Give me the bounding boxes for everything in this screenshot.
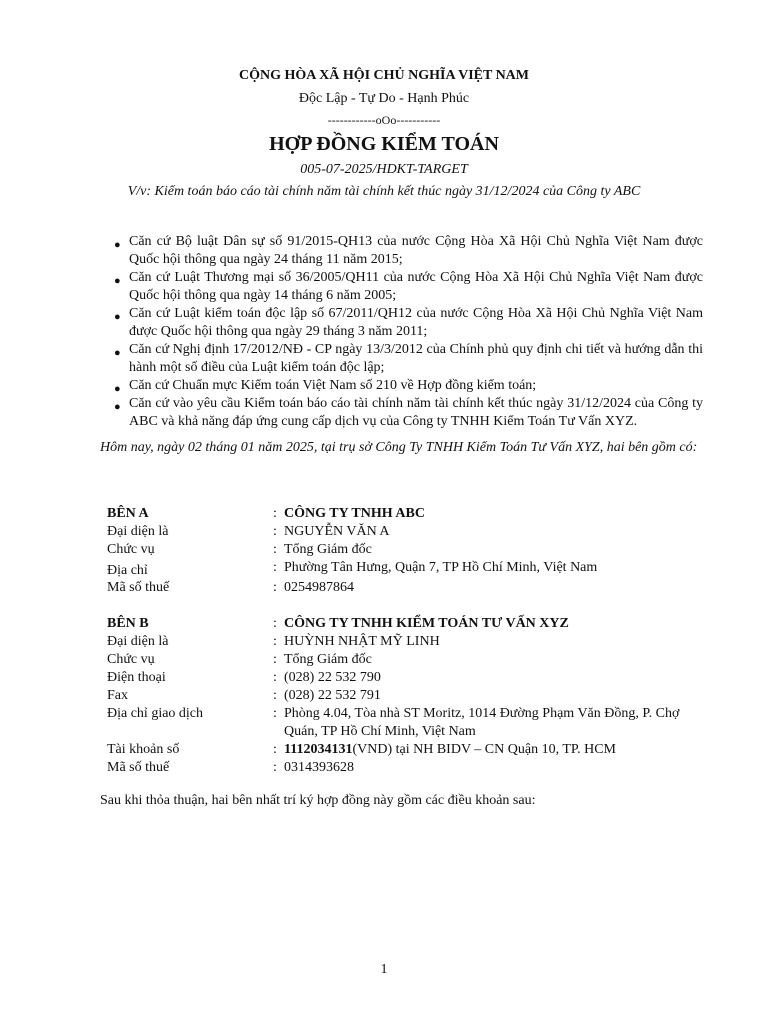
- party-b-fax: (028) 22 532 791: [284, 688, 381, 703]
- party-b-name: CÔNG TY TNHH KIỂM TOÁN TƯ VẤN XYZ: [284, 616, 569, 631]
- colon: :: [273, 688, 277, 703]
- party-a-name-row: [107, 505, 707, 523]
- bullet-icon: ●: [114, 275, 121, 287]
- bullet-icon: ●: [114, 347, 121, 359]
- legal-basis-text: Căn cứ Bộ luật Dân sự số 91/2015-QH13 của nước Cộng Hòa Xã Hội Chủ Nghĩa Việt Nam được Quốc hội thông qua ngày 24 tháng 11 năm 2015;: [129, 234, 703, 267]
- party-a-block: [107, 505, 707, 597]
- contract-subject: V/v: Kiểm toán báo cáo tài chính năm tài chính kết thúc ngày 31/12/2024 của Công ty ABC: [127, 184, 641, 199]
- party-b-phone-row: [107, 669, 707, 687]
- intro-paragraph: Hôm nay, ngày 02 tháng 01 năm 2025, tại trụ sở Công Ty TNHH Kiểm Toán Tư Vấn XYZ, hai bên gồm có:: [100, 440, 698, 455]
- colon: :: [273, 616, 277, 631]
- party-b-phone: (028) 22 532 790: [284, 670, 381, 685]
- party-a-position-row: [107, 541, 707, 559]
- legal-basis-text: Căn cứ Chuẩn mực Kiểm toán Việt Nam số 210 về Hợp đồng kiểm toán;: [129, 378, 537, 393]
- address-label: Địa chỉ: [107, 563, 148, 578]
- list-item: [107, 305, 703, 341]
- legal-basis-text: Căn cứ Nghị định 17/2012/NĐ - CP ngày 13/3/2012 của Chính phủ quy định chi tiết và hướng dẫn thi hành một số điều của Luật kiểm toán độc lập;: [129, 342, 703, 375]
- legal-basis-text: Căn cứ Luật kiểm toán độc lập số 67/2011/QH12 của nước Cộng Hòa Xã Hội Chủ Nghĩa Việt Nam được Quốc hội thông qua ngày 29 tháng 3 năm 2011;: [129, 306, 703, 339]
- rep-label: Đại diện là: [107, 634, 169, 649]
- position-label: Chức vụ: [107, 542, 155, 557]
- party-b-address: Phòng 4.04, Tòa nhà ST Moritz, 1014 Đường Phạm Văn Đồng, P. Chợ Quán, TP Hồ Chí Minh, Việt Nam: [284, 706, 680, 739]
- colon: :: [273, 670, 277, 685]
- colon: :: [273, 652, 277, 667]
- party-b-position: Tổng Giám đốc: [284, 652, 372, 667]
- colon: :: [273, 742, 277, 757]
- account-number: 1112034131: [284, 742, 353, 757]
- colon: :: [273, 524, 277, 539]
- party-a-rep-row: [107, 523, 707, 541]
- account-label: Tài khoản số: [107, 742, 180, 757]
- party-a-address-row: [107, 559, 707, 579]
- colon: :: [273, 760, 277, 775]
- colon: :: [273, 706, 277, 721]
- party-a-address: Phường Tân Hưng, Quận 7, TP Hồ Chí Minh, Việt Nam: [284, 560, 598, 575]
- address-label: Địa chỉ giao dịch: [107, 706, 204, 721]
- party-a-name: CÔNG TY TNHH ABC: [284, 506, 425, 521]
- bullet-icon: ●: [114, 239, 121, 251]
- party-b-rep: HUỲNH NHẬT MỸ LINH: [284, 634, 440, 649]
- party-b-account: [284, 741, 702, 759]
- list-item: [107, 269, 703, 305]
- legal-basis-text: Căn cứ Luật Thương mại số 36/2005/QH11 của nước Cộng Hòa Xã Hội Chủ Nghĩa Việt Nam được Quốc hội thông qua ngày 14 tháng 6 năm 2005;: [129, 270, 703, 303]
- bullet-icon: ●: [114, 401, 121, 413]
- party-a-rep: NGUYỄN VĂN A: [284, 524, 390, 539]
- account-bank: (VND) tại NH BIDV – CN Quận 10, TP. HCM: [352, 742, 617, 757]
- rep-label: Đại diện là: [107, 524, 169, 539]
- party-b-tax: 0314393628: [284, 760, 354, 775]
- party-a-tax: 0254987864: [284, 580, 354, 595]
- bullet-icon: ●: [114, 311, 121, 323]
- fax-label: Fax: [107, 688, 128, 703]
- party-a-tax-row: [107, 579, 707, 597]
- list-item: [107, 395, 703, 431]
- tax-label: Mã số thuế: [107, 760, 170, 775]
- party-b-fax-row: [107, 687, 707, 705]
- party-b-tax-row: [107, 759, 707, 777]
- party-a-label: BÊN A: [107, 506, 149, 521]
- national-motto: Độc Lập - Tự Do - Hạnh Phúc: [298, 91, 470, 106]
- party-b-name-row: [107, 615, 707, 633]
- phone-label: Điện thoại: [107, 670, 166, 685]
- colon: :: [273, 560, 277, 575]
- legal-bases-list: [107, 233, 703, 431]
- party-b-label: BÊN B: [107, 616, 149, 631]
- party-b-block: [107, 615, 707, 777]
- party-b-rep-row: [107, 633, 707, 651]
- closing-paragraph: Sau khi thỏa thuận, hai bên nhất trí ký hợp đồng này gồm các điều khoản sau:: [100, 793, 536, 808]
- bullet-icon: ●: [114, 383, 121, 395]
- colon: :: [273, 506, 277, 521]
- party-a-position: Tổng Giám đốc: [284, 542, 372, 557]
- party-b-position-row: [107, 651, 707, 669]
- party-b-address-row: [107, 705, 707, 741]
- party-b-account-row: [107, 741, 707, 759]
- header-separator: ------------oOo-----------: [327, 113, 441, 127]
- colon: :: [273, 542, 277, 557]
- list-item: [107, 377, 703, 395]
- country-name: CỘNG HÒA XÃ HỘI CHỦ NGHĨA VIỆT NAM: [238, 68, 529, 83]
- list-item: [107, 233, 703, 269]
- position-label: Chức vụ: [107, 652, 155, 667]
- document-title: HỢP ĐỒNG KIỂM TOÁN: [269, 133, 499, 155]
- colon: :: [273, 580, 277, 595]
- legal-basis-text: Căn cứ vào yêu cầu Kiểm toán báo cáo tài chính năm tài chính kết thúc ngày 31/12/2024 của Công ty ABC và khả năng đáp ứng cung cấp dịch vụ của Công ty TNHH Kiểm Toán Tư Vấn XYZ.: [129, 396, 703, 429]
- contract-number: 005-07-2025/HDKT-TARGET: [300, 162, 468, 177]
- page-number: 1: [380, 962, 388, 977]
- tax-label: Mã số thuế: [107, 580, 170, 595]
- list-item: [107, 341, 703, 377]
- colon: :: [273, 634, 277, 649]
